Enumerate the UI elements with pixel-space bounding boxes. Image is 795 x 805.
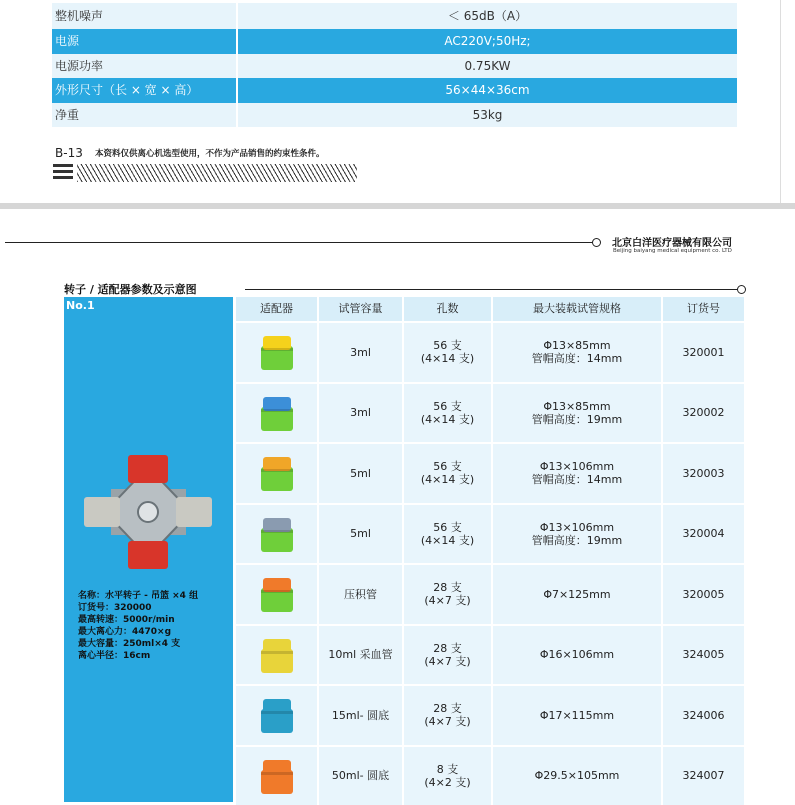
holes: 56 支 xyxy=(433,521,462,534)
column-header: 最大装载试管规格 xyxy=(493,297,663,321)
table-row xyxy=(236,444,746,503)
adapter-green-grey-icon xyxy=(257,514,297,554)
holes-cell xyxy=(404,747,493,805)
adapter-cell xyxy=(236,505,319,564)
spec-key: 电源功率 xyxy=(52,54,236,79)
spec-value: AC220V;50Hz; xyxy=(236,29,737,54)
spec-row xyxy=(52,54,737,79)
holes-detail: (4×14 支) xyxy=(421,352,474,365)
capacity: 10ml 采血管 xyxy=(328,648,392,661)
tube-spec: Φ29.5×105mm xyxy=(535,769,620,782)
adapter-yellow-icon xyxy=(257,635,297,675)
order-cell xyxy=(663,384,746,443)
table-row xyxy=(236,505,746,564)
spec-key: 净重 xyxy=(52,103,236,128)
capacity: 5ml xyxy=(350,467,371,480)
cap-height: 管帽高度：19mm xyxy=(532,413,622,426)
order-number: 320003 xyxy=(682,467,724,480)
column-header: 订货号 xyxy=(663,297,746,321)
holes-detail: (4×7 支) xyxy=(424,655,470,668)
capacity-cell xyxy=(319,747,404,805)
page-code: B-13 xyxy=(55,146,83,160)
order-number: 320001 xyxy=(682,346,724,359)
capacity: 压积管 xyxy=(344,588,377,601)
rotor-number: No.1 xyxy=(66,299,95,312)
adapter-table xyxy=(236,297,746,805)
order-number: 320002 xyxy=(682,406,724,419)
holes-cell xyxy=(404,384,493,443)
tube-spec: Φ13×106mm xyxy=(540,521,614,534)
column-header: 孔数 xyxy=(404,297,493,321)
spec-cell xyxy=(493,444,663,503)
tube-spec: Φ7×125mm xyxy=(543,588,610,601)
spec-row xyxy=(52,29,737,54)
holes: 28 支 xyxy=(433,702,462,715)
holes-detail: (4×7 支) xyxy=(424,715,470,728)
capacity-cell xyxy=(319,686,404,745)
holes-detail: (4×14 支) xyxy=(421,534,474,547)
tube-spec: Φ17×115mm xyxy=(540,709,614,722)
holes: 56 支 xyxy=(433,460,462,473)
capacity-cell xyxy=(319,565,404,624)
section-title: 转子 / 适配器参数及示意图 xyxy=(64,281,197,297)
spec-value: 0.75KW xyxy=(236,54,737,79)
previous-page xyxy=(0,0,795,203)
adapter-cell xyxy=(236,686,319,745)
order-number: 324007 xyxy=(682,769,724,782)
holes-cell xyxy=(404,686,493,745)
spec-cell xyxy=(493,747,663,805)
adapter-green-orange-icon xyxy=(257,453,297,493)
order-cell xyxy=(663,505,746,564)
spec-key: 电源 xyxy=(52,29,236,54)
holes-cell xyxy=(404,323,493,382)
menu-lines-icon xyxy=(53,164,73,182)
tube-spec: Φ13×85mm xyxy=(543,339,610,352)
spec-cell xyxy=(493,505,663,564)
holes-detail: (4×14 支) xyxy=(421,473,474,486)
capacity-cell xyxy=(319,323,404,382)
adapter-cell xyxy=(236,323,319,382)
adapter-cell xyxy=(236,747,319,805)
order-number: 324006 xyxy=(682,709,724,722)
order-cell xyxy=(663,565,746,624)
spec-row xyxy=(52,103,737,128)
holes-cell xyxy=(404,505,493,564)
capacity: 3ml xyxy=(350,406,371,419)
capacity-cell xyxy=(319,626,404,685)
column-header: 试管容量 xyxy=(319,297,404,321)
spec-key: 整机噪声 xyxy=(52,3,236,29)
rotor-info-line: 最大离心力：4470×g xyxy=(78,626,198,638)
spec-row xyxy=(52,3,737,29)
hatch-bar xyxy=(77,164,357,182)
adapter-teal-icon xyxy=(257,695,297,735)
capacity-cell xyxy=(319,444,404,503)
table-row xyxy=(236,384,746,443)
rotor-info-line: 最高转速：5000r/min xyxy=(78,614,198,626)
order-cell xyxy=(663,626,746,685)
order-cell xyxy=(663,747,746,805)
capacity-cell xyxy=(319,384,404,443)
adapter-cell xyxy=(236,384,319,443)
rotor-panel xyxy=(64,297,233,802)
rotor-info-line: 离心半径：16cm xyxy=(78,650,198,662)
tube-spec: Φ16×106mm xyxy=(540,648,614,661)
cap-height: 管帽高度：14mm xyxy=(532,352,622,365)
company-name: 北京白洋医疗器械有限公司 xyxy=(612,234,732,249)
order-number: 320004 xyxy=(682,527,724,540)
header-dot-icon xyxy=(592,238,601,247)
table-header xyxy=(236,297,746,321)
adapter-green-blue-icon xyxy=(257,393,297,433)
table-row xyxy=(236,626,746,685)
section-dot-icon xyxy=(737,285,746,294)
spec-cell xyxy=(493,686,663,745)
holes: 28 支 xyxy=(433,581,462,594)
capacity: 3ml xyxy=(350,346,371,359)
holes: 56 支 xyxy=(433,339,462,352)
spec-cell xyxy=(493,323,663,382)
spec-cell xyxy=(493,565,663,624)
spec-value: 53kg xyxy=(236,103,737,128)
holes-cell xyxy=(404,626,493,685)
section-rule xyxy=(245,289,739,290)
holes-detail: (4×7 支) xyxy=(424,594,470,607)
page-edge xyxy=(780,0,795,203)
capacity-cell xyxy=(319,505,404,564)
current-page xyxy=(0,209,795,802)
holes-cell xyxy=(404,565,493,624)
rotor-image-icon xyxy=(76,447,221,577)
tube-spec: Φ13×106mm xyxy=(540,460,614,473)
table-row xyxy=(236,747,746,805)
spec-key: 外形尺寸（长 × 宽 × 高） xyxy=(52,78,236,103)
holes-cell xyxy=(404,444,493,503)
company-name-en: Beijing baiyang medical equipment co. LTD xyxy=(613,248,732,254)
table-row xyxy=(236,686,746,745)
spec-cell xyxy=(493,626,663,685)
cap-height: 管帽高度：14mm xyxy=(532,473,622,486)
capacity: 5ml xyxy=(350,527,371,540)
adapter-cell xyxy=(236,626,319,685)
capacity: 50ml- 圆底 xyxy=(332,769,389,782)
holes: 28 支 xyxy=(433,642,462,655)
capacity: 15ml- 圆底 xyxy=(332,709,389,722)
order-number: 324005 xyxy=(682,648,724,661)
tube-spec: Φ13×85mm xyxy=(543,400,610,413)
header-rule xyxy=(5,242,595,243)
table-row xyxy=(236,323,746,382)
spec-row xyxy=(52,78,737,103)
spec-value: ＜ 65dB（A） xyxy=(236,3,737,29)
rotor-info-line: 订货号：320000 xyxy=(78,602,198,614)
spec-value: 56×44×36cm xyxy=(236,78,737,103)
order-cell xyxy=(663,686,746,745)
rotor-info xyxy=(78,590,198,662)
cap-height: 管帽高度：19mm xyxy=(532,534,622,547)
column-header: 适配器 xyxy=(236,297,319,321)
holes-detail: (4×14 支) xyxy=(421,413,474,426)
adapter-green-yellow-icon xyxy=(257,332,297,372)
adapter-cell xyxy=(236,565,319,624)
rotor-info-line: 最大容量：250ml×4 支 xyxy=(78,638,198,650)
adapter-cell xyxy=(236,444,319,503)
order-number: 320005 xyxy=(682,588,724,601)
order-cell xyxy=(663,444,746,503)
holes: 8 支 xyxy=(437,763,459,776)
spec-cell xyxy=(493,384,663,443)
spec-table xyxy=(52,3,737,127)
holes: 56 支 xyxy=(433,400,462,413)
holes-detail: (4×2 支) xyxy=(424,776,470,789)
order-cell xyxy=(663,323,746,382)
footnote: 本资料仅供离心机选型使用，不作为产品销售的约束性条件。 xyxy=(95,147,325,159)
table-row xyxy=(236,565,746,624)
adapter-green-orange-block-icon xyxy=(257,574,297,614)
rotor-info-line: 名称：水平转子 - 吊篮 ×4 组 xyxy=(78,590,198,602)
adapter-orange-icon xyxy=(257,756,297,796)
